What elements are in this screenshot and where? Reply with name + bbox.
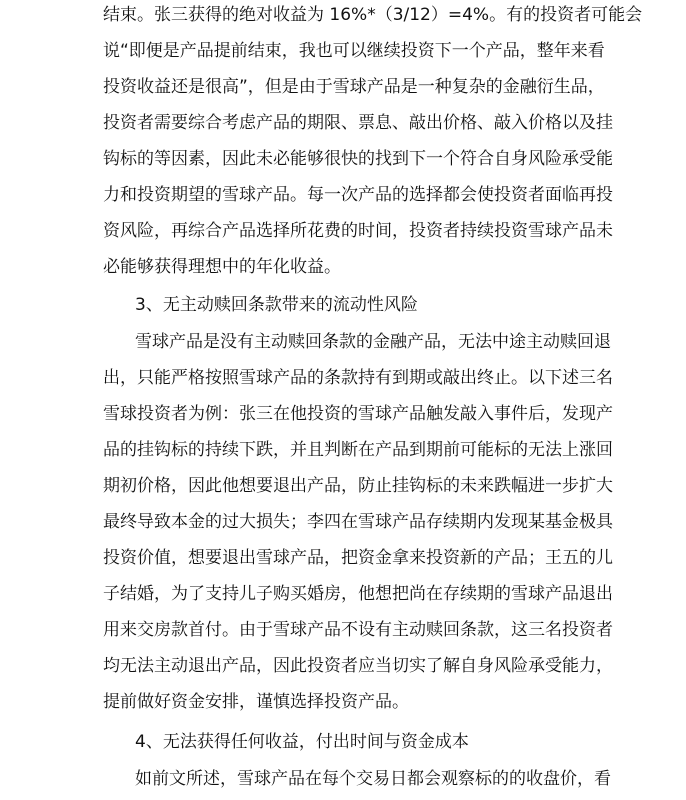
paragraph-line: 子结婚，为了支持儿子购买婚房，他想把尚在存续期的雪球产品退出 [103,584,613,604]
paragraph-line: 投资收益还是很高”，但是由于雪球产品是一种复杂的金融衍生品， [103,77,605,97]
paragraph-line: 结束。张三获得的绝对收益为 16%*（3/12）=4%。有的投资者可能会 [103,5,643,25]
paragraph-line: 如前文所述，雪球产品在每个交易日都会观察标的的收盘价，看 [135,769,611,789]
paragraph-line: 雪球投资者为例：张三在他投资的雪球产品触发敲入事件后，发现产 [103,404,613,424]
paragraph-line: 期初价格，因此他想要退出产品，防止挂钩标的未来跌幅进一步扩大 [103,476,613,496]
paragraph-line: 必能够获得理想中的年化收益。 [103,257,341,277]
section-heading: 3、无主动赎回条款带来的流动性风险 [135,295,418,315]
paragraph-line: 钩标的等因素，因此未必能够很快的找到下一个符合自身风险承受能 [103,149,613,169]
paragraph-line: 最终导致本金的过大损失；李四在雪球产品存续期内发现某基金极具 [103,512,613,532]
paragraph-line: 用来交房款首付。由于雪球产品不设有主动赎回条款，这三名投资者 [103,620,613,640]
paragraph-line: 投资价值，想要退出雪球产品，把资金拿来投资新的产品；王五的儿 [103,548,613,568]
paragraph-line: 均无法主动退出产品，因此投资者应当切实了解自身风险承受能力， [103,656,613,676]
paragraph-line: 投资者需要综合考虑产品的期限、票息、敲出价格、敲入价格以及挂 [103,113,613,133]
section-heading: 4、无法获得任何收益，付出时间与资金成本 [135,732,469,752]
paragraph-line: 提前做好资金安排，谨慎选择投资产品。 [103,692,409,712]
paragraph-line: 出，只能严格按照雪球产品的条款持有到期或敲出终止。以下述三名 [103,368,613,388]
paragraph-line: 品的挂钩标的持续下跌，并且判断在产品到期前可能标的无法上涨回 [103,440,613,460]
paragraph-line: 说“即便是产品提前结束，我也可以继续投资下一个产品，整年来看 [103,41,605,61]
paragraph-line: 雪球产品是没有主动赎回条款的金融产品，无法中途主动赎回退 [135,332,611,352]
paragraph-line: 力和投资期望的雪球产品。每一次产品的选择都会使投资者面临再投 [103,185,613,205]
paragraph-line: 资风险，再综合产品选择所花费的时间，投资者持续投资雪球产品未 [103,221,613,241]
